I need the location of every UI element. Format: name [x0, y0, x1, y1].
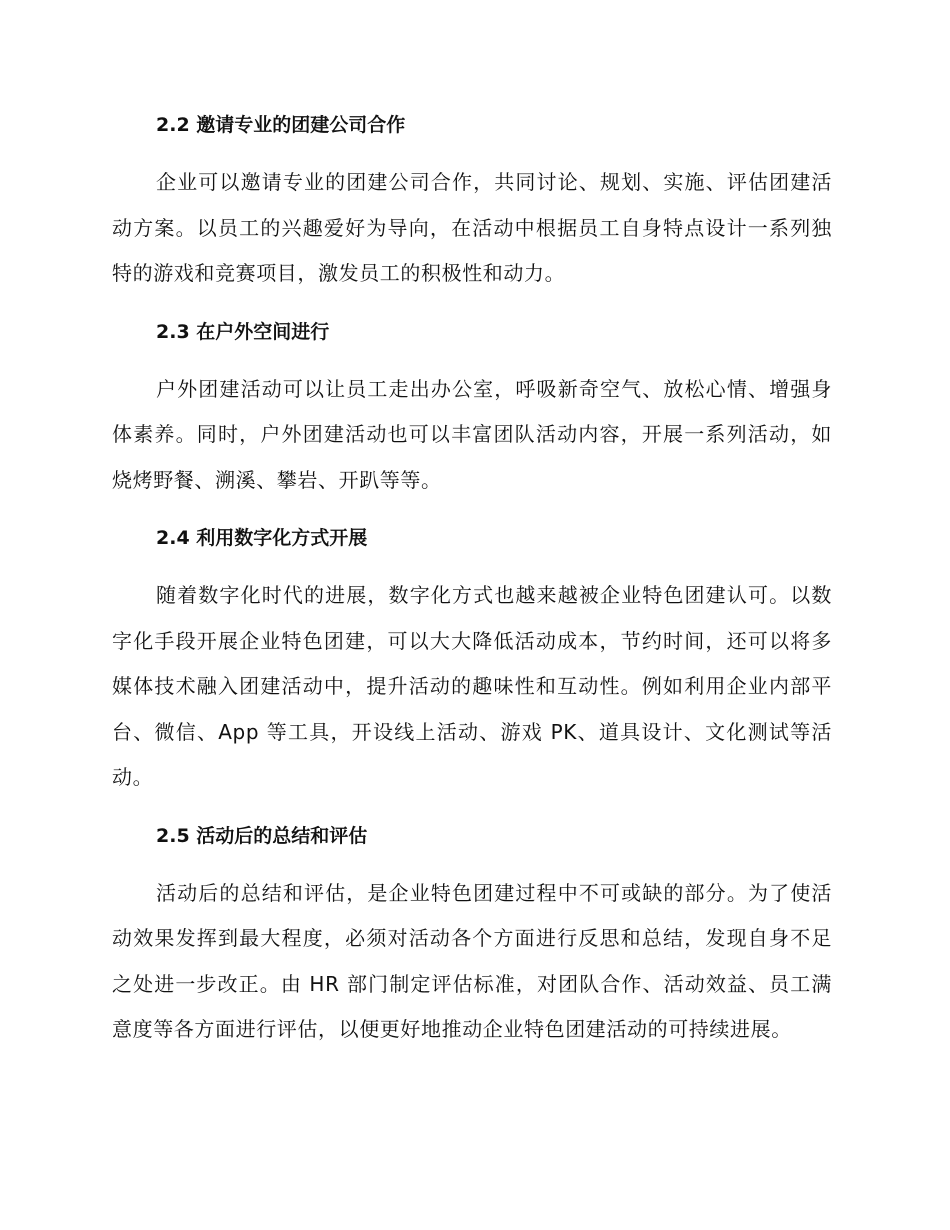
section-2-4	[112, 523, 832, 801]
section-heading: 2.3 在户外空间进行	[156, 320, 330, 343]
section-paragraph: 活动后的总结和评估，是企业特色团建过程中不可或缺的部分。为了使活动效果发挥到最大程度，必须对活动各个方面进行反思和总结，发现自身不足之处进一步改正。由 HR 部门制定评估标准，对团队合作、活动效益、员工满意度等各方面进行评估，以便更好地推动企业特色团建活动的可持续进展。	[112, 880, 832, 1041]
section-heading: 2.2 邀请专业的团建公司合作	[156, 114, 406, 136]
document-page	[112, 110, 832, 1073]
section-paragraph: 户外团建活动可以让员工走出办公室，呼吸新奇空气、放松心情、增强身体素养。同时，户外团建活动也可以丰富团队活动内容，开展一系列活动，如烧烤野餐、溯溪、攀岩、开趴等等。	[112, 376, 832, 492]
section-paragraph: 企业可以邀请专业的团建公司合作，共同讨论、规划、实施、评估团建活动方案。以员工的兴趣爱好为导向，在活动中根据员工自身特点设计一系列独特的游戏和竞赛项目，激发员工的积极性和动力。	[112, 170, 832, 285]
section-2-3	[112, 317, 832, 504]
section-2-2	[112, 110, 832, 297]
section-paragraph: 随着数字化时代的进展，数字化方式也越来越被企业特色团建认可。以数字化手段开展企业特色团建，可以大大降低活动成本，节约时间，还可以将多媒体技术融入团建活动中，提升活动的趣味性和互动性。例如利用企业内部平台、微信、App 等工具，开设线上活动、游戏 PK、道具设计、文化测试等活动。	[112, 583, 832, 789]
section-2-5	[112, 821, 832, 1053]
section-heading: 2.5 活动后的总结和评估	[156, 824, 368, 847]
section-heading: 2.4 利用数字化方式开展	[156, 527, 368, 549]
